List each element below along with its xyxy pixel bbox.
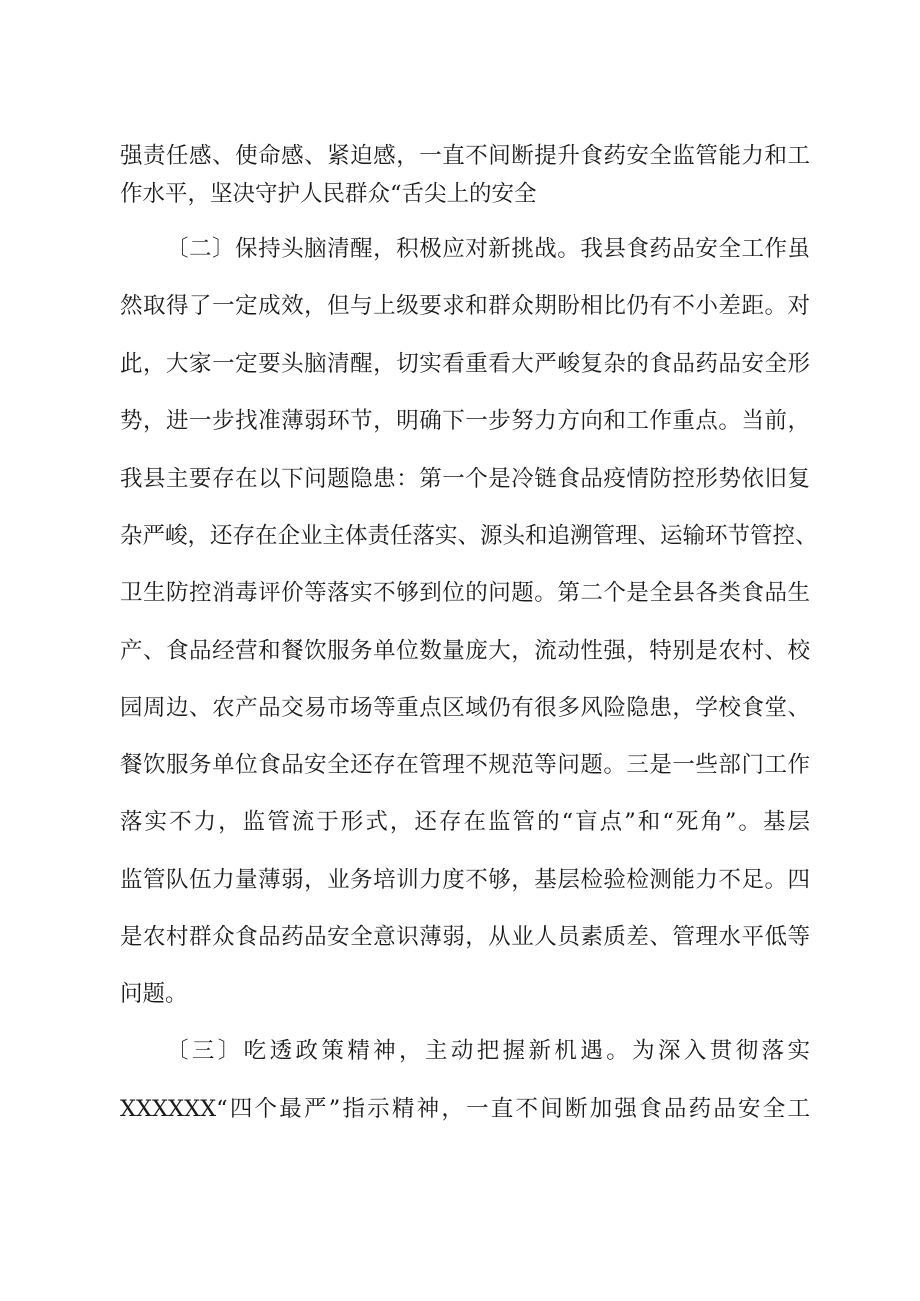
- text-line: 此，大家一定要头脑清醒，切实看重看大严峻复杂的食品药品安全形: [120, 351, 810, 377]
- paragraph-heading-line: 〔三〕吃透政策精神，主动把握新机遇。为深入贯彻落实: [166, 1038, 810, 1064]
- text-line: XXXXXX“四个最严”指示精神，一直不间断加强食品药品安全工: [120, 1096, 810, 1122]
- paragraph-heading-line: 〔二〕保持头脑清醒，积极应对新挑战。我县食药品安全工作虽: [166, 236, 810, 262]
- text-line: 餐饮服务单位食品安全还存在管理不规范等问题。三是一些部门工作: [120, 752, 810, 778]
- text-line: 问题。: [120, 981, 188, 1007]
- text-line: 杂严峻，还存在企业主体责任落实、源头和追溯管理、运输环节管控、: [120, 523, 818, 549]
- text-line: 然取得了一定成效，但与上级要求和群众期盼相比仍有不小差距。对: [120, 293, 810, 319]
- text-line: 势，进一步找准薄弱环节，明确下一步努力方向和工作重点。当前，: [120, 408, 810, 434]
- text-line: 是农村群众食品药品安全意识薄弱，从业人员素质差、管理水平低等: [120, 924, 810, 950]
- text-line: 作水平，坚决守护人民群众“舌尖上的安全: [120, 181, 537, 207]
- text-line: 监管队伍力量薄弱，业务培训力度不够，基层检验检测能力不足。四: [120, 867, 810, 893]
- text-line: 我县主要存在以下问题隐患：第一个是冷链食品疫情防控形势依旧复: [120, 466, 810, 492]
- text-line: 落实不力，监管流于形式，还存在监管的“盲点”和“死角”。基层: [120, 809, 810, 835]
- text-line: 强责任感、使命感、紧迫感，一直不间断提升食药安全监管能力和工: [120, 143, 810, 169]
- text-line: 卫生防控消毒评价等落实不够到位的问题。第二个是全县各类食品生: [120, 580, 810, 606]
- text-line: 产、食品经营和餐饮服务单位数量庞大，流动性强，特别是农村、校: [120, 638, 810, 664]
- text-line: 园周边、农产品交易市场等重点区域仍有很多风险隐患，学校食堂、: [120, 695, 810, 721]
